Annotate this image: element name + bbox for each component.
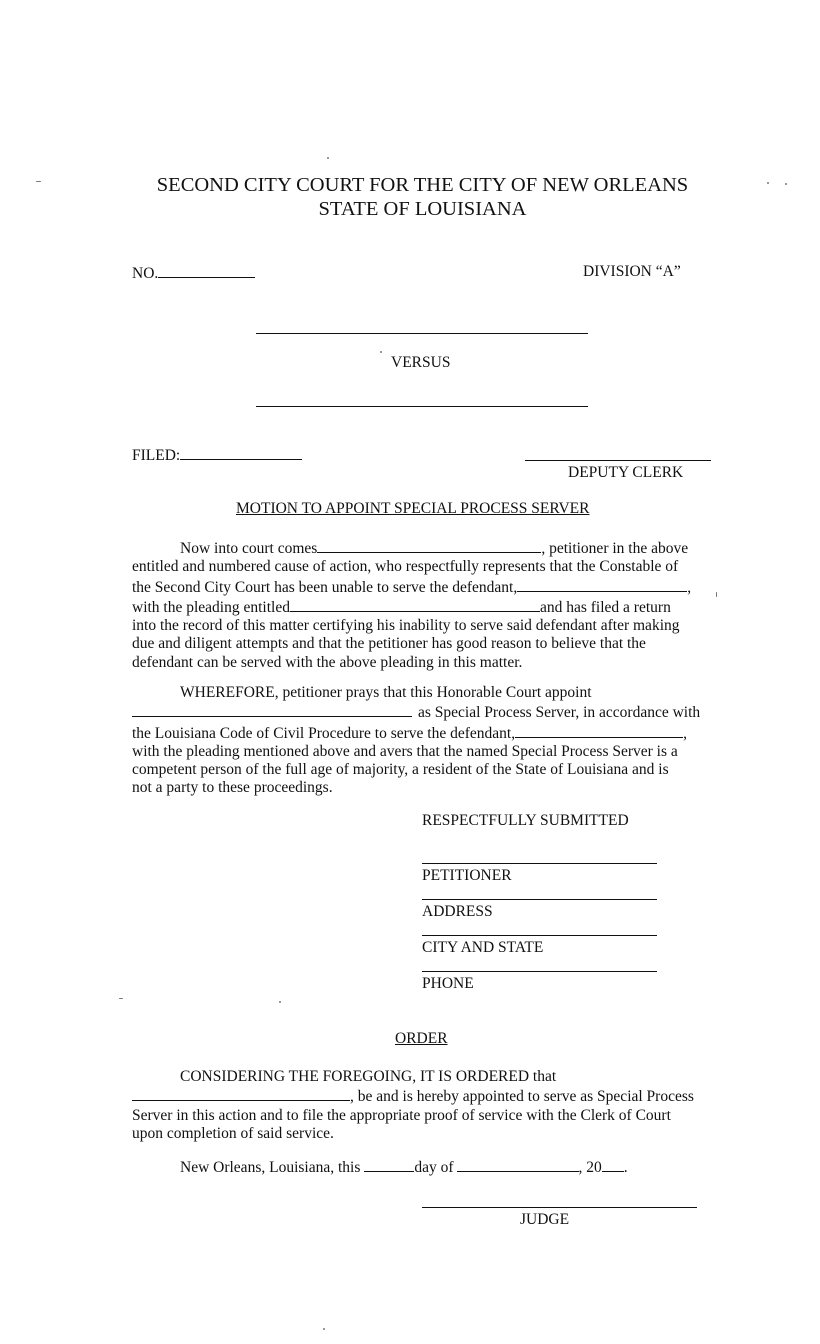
order-paragraph (132, 1068, 694, 1143)
p2-line-6: not a party to these proceedings. (132, 779, 333, 797)
p2-line-3: the Louisiana Code of Civil Procedure to serve the defendant, , (132, 724, 687, 742)
scan-speck (380, 351, 382, 353)
versus-label: VERSUS (391, 354, 451, 371)
respectfully-submitted-label: RESPECTFULLY SUBMITTED (422, 812, 629, 829)
order-line-2: , be and is hereby appointed to serve as Special Process (132, 1086, 694, 1106)
case-number-field (132, 263, 255, 283)
p1-line-5: into the record of this matter certifying his inability to serve said defendant after making (132, 617, 680, 635)
phone-label: PHONE (422, 975, 474, 992)
motion-paragraph-2 (132, 684, 700, 798)
filed-blank[interactable] (180, 445, 302, 460)
p1-line-2: entitled and numbered cause of action, who respectfully represents that the Constable of (132, 558, 679, 576)
address-label: ADDRESS (422, 903, 493, 920)
scan-speck (36, 181, 41, 182)
division-label: DIVISION “A” (583, 263, 681, 280)
petitioner-name-blank[interactable] (317, 538, 541, 553)
scan-speck (785, 183, 787, 185)
filed-field (132, 445, 302, 465)
scan-speck (716, 592, 717, 597)
scan-speck (327, 157, 329, 159)
appointee-name-blank[interactable] (132, 1086, 350, 1101)
order-date-line: New Orleans, Louisiana, this day of , 20 . (180, 1159, 628, 1176)
defendant-line[interactable] (256, 406, 588, 407)
order-line-4: upon completion of said service. (132, 1124, 334, 1142)
scan-speck (323, 1328, 325, 1330)
p2-line-5: competent person of the full age of majority, a resident of the State of Louisiana and is (132, 761, 669, 779)
scan-speck (279, 1001, 281, 1003)
deputy-clerk-label: DEPUTY CLERK (568, 464, 684, 481)
order-line-1: CONSIDERING THE FOREGOING, IT IS ORDERED that (180, 1068, 557, 1085)
petitioner-label: PETITIONER (422, 867, 512, 884)
state-title: STATE OF LOUISIANA (318, 198, 527, 220)
motion-paragraph-1 (132, 538, 691, 672)
p1-line-1: Now into court comes , petitioner in the above (180, 540, 689, 557)
process-server-blank[interactable] (132, 702, 412, 717)
judge-signature-line[interactable] (422, 1207, 697, 1208)
case-number-label: NO. (132, 265, 159, 282)
defendant-name-blank-2[interactable] (515, 723, 683, 738)
day-blank[interactable] (364, 1157, 414, 1172)
p1-line-6: due and diligent attempts and that the petitioner has good reason to believe that the (132, 635, 646, 653)
p1-line-3: the Second City Court has been unable to serve the defendant, , (132, 578, 692, 596)
p1-line-7: defendant can be served with the above pleading in this matter. (132, 653, 523, 671)
deputy-clerk-line[interactable] (525, 460, 711, 461)
pleading-title-blank[interactable] (290, 597, 540, 612)
month-blank[interactable] (457, 1157, 579, 1172)
city-state-line[interactable] (422, 935, 657, 936)
motion-title: MOTION TO APPOINT SPECIAL PROCESS SERVER (236, 500, 590, 517)
address-line[interactable] (422, 899, 657, 900)
defendant-name-blank[interactable] (517, 577, 687, 592)
year-blank[interactable] (602, 1157, 624, 1172)
city-state-label: CITY AND STATE (422, 939, 544, 956)
p2-line-1: WHEREFORE, petitioner prays that this Honorable Court appoint (180, 684, 592, 701)
order-title: ORDER (395, 1030, 448, 1047)
petitioner-signature-line[interactable] (422, 863, 657, 864)
plaintiff-line[interactable] (256, 333, 588, 334)
p2-line-4: with the pleading mentioned above and avers that the named Special Process Server is a (132, 742, 678, 760)
judge-label: JUDGE (520, 1211, 570, 1228)
order-line-3: Server in this action and to file the appropriate proof of service with the Clerk of Court (132, 1106, 671, 1124)
case-number-blank[interactable] (158, 263, 255, 278)
phone-line[interactable] (422, 971, 657, 972)
p2-line-2: as Special Process Server, in accordance with (132, 702, 700, 722)
p1-line-4: with the pleading entitled and has filed a return (132, 598, 671, 616)
scan-speck (119, 998, 123, 999)
filed-label: FILED: (132, 447, 181, 464)
scan-speck (767, 182, 769, 184)
court-title: SECOND CITY COURT FOR THE CITY OF NEW ORLEANS (156, 174, 689, 196)
